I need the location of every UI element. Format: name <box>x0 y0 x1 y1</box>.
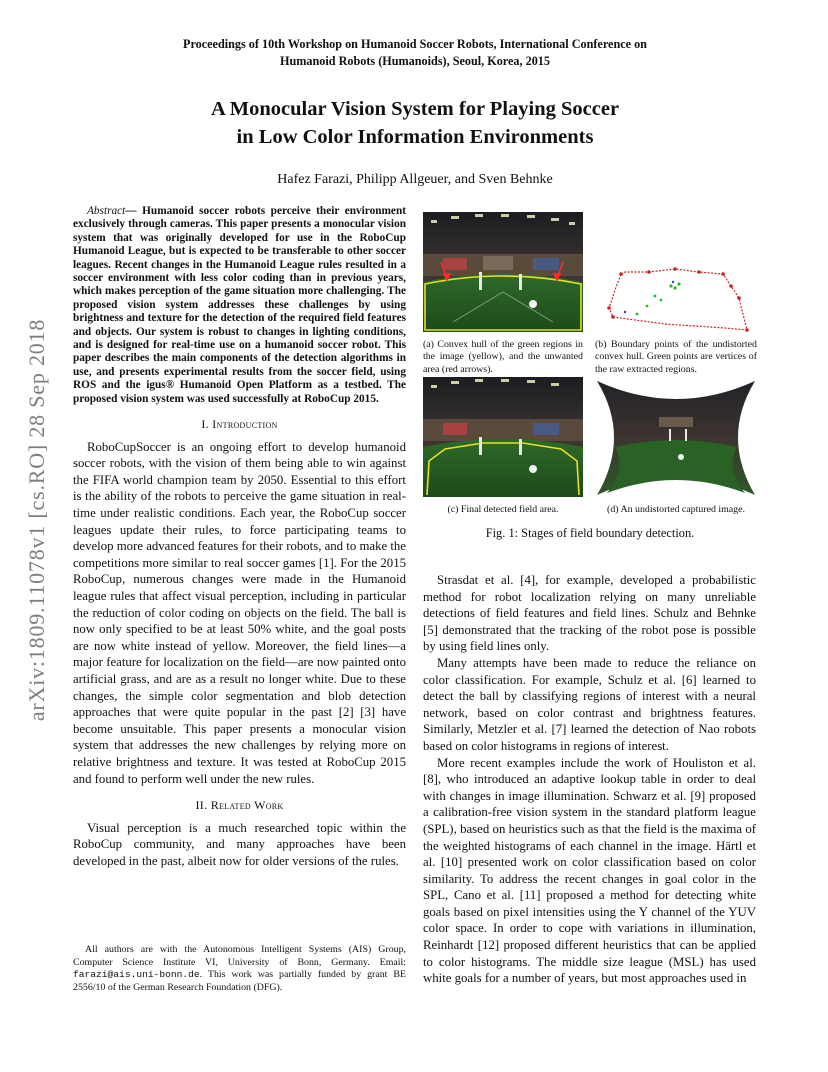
caption-b: (b) Boundary points of the undistorted convex hull. Green points are vertices of the raw extracted regions. <box>595 339 757 375</box>
abstract-label: Abstract <box>87 205 126 217</box>
caption-a: (a) Convex hull of the green regions in the image (yellow), and the unwanted area (red arrows). <box>423 339 583 375</box>
boundary-points-plot <box>595 212 757 332</box>
left-column <box>73 205 406 870</box>
arxiv-id: arXiv:1809.11078v1 [cs.RO] 28 Sep 2018 <box>24 318 49 722</box>
right-paragraph-3: More recent examples include the work of Houliston et al. [8], who introduced an adaptive lookup table in order to deal with changes in image illumination. Schwarz et al. [9] proposed a calibration-free vision system in the standard platform league (SPL), based on heuristics such as that the field is the maxima of the weighted histograms of each channel in the image. Härtl et al. [10] presented work on color classification based on color similarity. To address the recent changes in goal color in the SPL, Cano et al. [11] proposed a method for detecting white goals based on pixel intensities using the Y channel of the YUV color space. In order to cope with variations in illumination, Reinhardt [12] proposed different heuristics that can be applied to color histograms. The middle size league (MSL) has used white goals for a number of years, but most approaches used in <box>423 755 756 986</box>
caption-d: (d) An undistorted captured image. <box>607 504 745 515</box>
paper-title <box>120 95 710 151</box>
undistorted-photo <box>595 377 757 497</box>
footnote-text: All authors are with the Autonomous Intelligent Systems (AIS) Group, Computer Science Institute VI, University of Bonn, Germany. Email: <box>73 944 406 968</box>
subfigure-c-image <box>423 377 583 497</box>
detected-field-photo <box>423 377 583 497</box>
arxiv-watermark <box>17 285 57 755</box>
intro-paragraph: RoboCupSoccer is an ongoing effort to develop humanoid soccer robots, with the vision of them being able to win against the FIFA world champion team by 2050. Essential to this effort is the ability of the robots to perceive the game situation in real-time under realistic conditions. Each year, the RoboCup soccer leagues update their rules, to force participating teams to develop more advanced features for their robots, and to make the competitions more similar to real soccer games [1]. For the 2015 RoboCup, numerous changes were made in the Humanoid league rules that affect visual perception, including in particular the reduction of color coding on objects on the field. The ball is now only specified to be at least 50% white, and the goal posts are now white instead of yellow. Moreover, the field lines—a major feature for localization on the field—are now painted onto artificial grass, and are as a result no longer white. Due to these changes, the simple color segmentation and blob detection approaches that were quite popular in the past [2] [3] have become unsuitable. This paper presents a monocular vision system that addresses the new challenges by relying more on relative brightness and texture. It was tested at RoboCup 2015 and found to perform well under the new rules. <box>73 439 406 786</box>
stadium-hull-photo <box>423 212 583 332</box>
abstract <box>73 205 406 406</box>
section-heading-related-work <box>73 797 406 814</box>
title-line-1: A Monocular Vision System for Playing Soccer <box>210 98 620 120</box>
section-number: I. <box>201 417 213 432</box>
right-paragraph-2: Many attempts have been made to reduce the reliance on color classification. For example, Schulz et al. [6] learned to detect the ball by classifying regions of interest with a neural network, based on color contrast and brightness features. Similarly, Metzler et al. [7] learned the detection of Nao robots based on color histograms in regions of interest. <box>423 655 756 753</box>
section-title: Introduction <box>212 417 278 432</box>
related-work-paragraph: Visual perception is a much researched topic within the RoboCup community, and many approaches have been developed in the past, albeit now for older versions of the rules. <box>73 820 406 868</box>
author-footnote <box>73 944 406 994</box>
subfigure-b-image <box>595 212 757 332</box>
figure-1 <box>423 212 757 542</box>
subfigure-d-image <box>595 377 757 497</box>
section-title: Related Work <box>210 798 284 813</box>
right-column <box>423 572 756 987</box>
section-number: II. <box>195 798 211 813</box>
figure-caption: Fig. 1: Stages of field boundary detection. <box>485 526 695 540</box>
caption-c: (c) Final detected field area. <box>447 504 559 515</box>
footnote-email: farazi@ais.uni-bonn.de <box>73 969 200 981</box>
abstract-text: — Humanoid soccer robots perceive their environment exclusively through cameras. This paper presents a monocular vision system that was originally developed for use in the RoboCup Humanoid League, but is expected to be transferable to other soccer leagues. Recent changes in the Humanoid League rules resulted in a soccer environment with less color coding than in previous years, which makes perception of the game situation more challenging. The proposed vision system addresses these challenges by using brightness and texture for the detection of the required field features and objects. Our system is robust to changes in lighting conditions, and is designed for real-time use on a humanoid soccer robot. This paper describes the main components of the detection algorithms in use, and presents experimental results from the soccer field, using ROS and the igus® Humanoid Open Platform as a testbed. The proposed vision system was used successfully at RoboCup 2015. <box>73 205 406 405</box>
venue-header <box>120 36 710 70</box>
section-heading-introduction <box>73 416 406 433</box>
title-line-2: in Low Color Information Environments <box>236 126 594 148</box>
venue-line-2: Humanoid Robots (Humanoids), Seoul, Korea, 2015 <box>280 54 550 68</box>
subfigure-a-image <box>423 212 583 332</box>
author-list: Hafez Farazi, Philipp Allgeuer, and Sven Behnke <box>277 172 553 187</box>
footnote-funding: . This work was partially funded by grant BE 2556/10 of the German Research Foundation (DFG). <box>73 969 406 993</box>
right-paragraph-1: Strasdat et al. [4], for example, developed a probabilistic method for robot localization relying on many unreliable detections of field features and field lines. Schulz and Behnke [5] demonstrated that the tracking of the robot pose is possible by using field lines only. <box>423 573 756 654</box>
venue-line-1: Proceedings of 10th Workshop on Humanoid Soccer Robots, International Conference on <box>183 37 647 51</box>
